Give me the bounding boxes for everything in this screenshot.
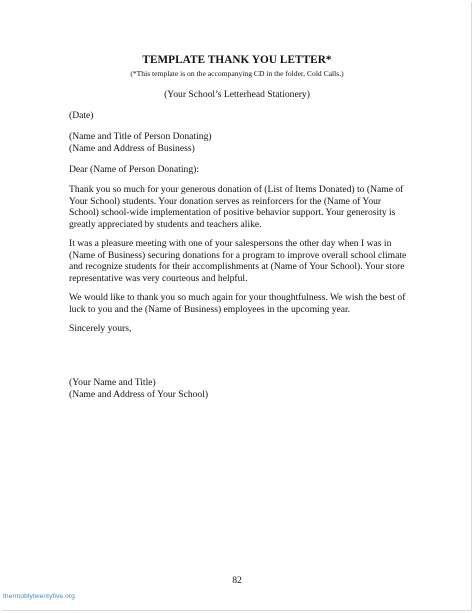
paragraph-2-line: (Name of Business) securing donations for a program to improve overall school climate xyxy=(69,249,407,261)
salutation-line xyxy=(69,164,409,176)
paragraph-2-line: and recognize students for their accomplishments at (Name of Your School). Your store xyxy=(69,261,405,272)
document-subtitle: (*This template is on the accompanying CD in the folder, Cold Calls.) xyxy=(130,69,344,78)
paragraph-2 xyxy=(69,238,409,284)
closing: Sincerely yours, xyxy=(69,323,132,334)
paragraph-2-line: representative was very courteous and helpful. xyxy=(69,272,248,284)
page-number: 82 xyxy=(232,575,242,586)
paragraph-1-line: Thank you so much for your generous donation of (List of Items Donated) to (Name of xyxy=(69,184,404,195)
closing-line xyxy=(69,323,409,335)
letterhead-placeholder: (Your School’s Letterhead Stationery) xyxy=(164,89,310,100)
recipient-address: (Name and Address of Business) xyxy=(69,142,195,154)
signature-block xyxy=(69,377,409,400)
date-line xyxy=(69,110,409,122)
paragraph-3-line: luck to you and the (Name of Business) employees in the upcoming year. xyxy=(69,303,351,315)
watermark-text: thermoblytwentyfive.org xyxy=(3,593,75,600)
date-text: (Date) xyxy=(69,110,94,121)
paragraph-1 xyxy=(69,184,409,230)
document-title: TEMPLATE THANK YOU LETTER* xyxy=(142,54,332,66)
recipient-name: (Name and Title of Person Donating) xyxy=(69,131,212,142)
salutation: Dear (Name of Person Donating): xyxy=(69,164,200,175)
paragraph-1-line: Your School) students. Your donation serves as reinforcers for the (Name of Your xyxy=(69,195,382,207)
recipient-block xyxy=(69,131,409,154)
paragraph-3-line: We would like to thank you so much again for your thoughtfulness. We wish the best of xyxy=(69,292,406,303)
paragraph-1-line: greatly appreciated by students and teachers alike. xyxy=(69,218,262,230)
paragraph-2-line: It was a pleasure meeting with one of your salespersons the other day when I was in xyxy=(69,238,392,249)
paragraph-1-line: School) school-wide implementation of positive behavior support. Your generosity is xyxy=(69,207,396,218)
signature-name: (Your Name and Title) xyxy=(69,377,156,388)
paragraph-3 xyxy=(69,292,409,315)
signature-address: (Name and Address of Your School) xyxy=(69,388,209,400)
